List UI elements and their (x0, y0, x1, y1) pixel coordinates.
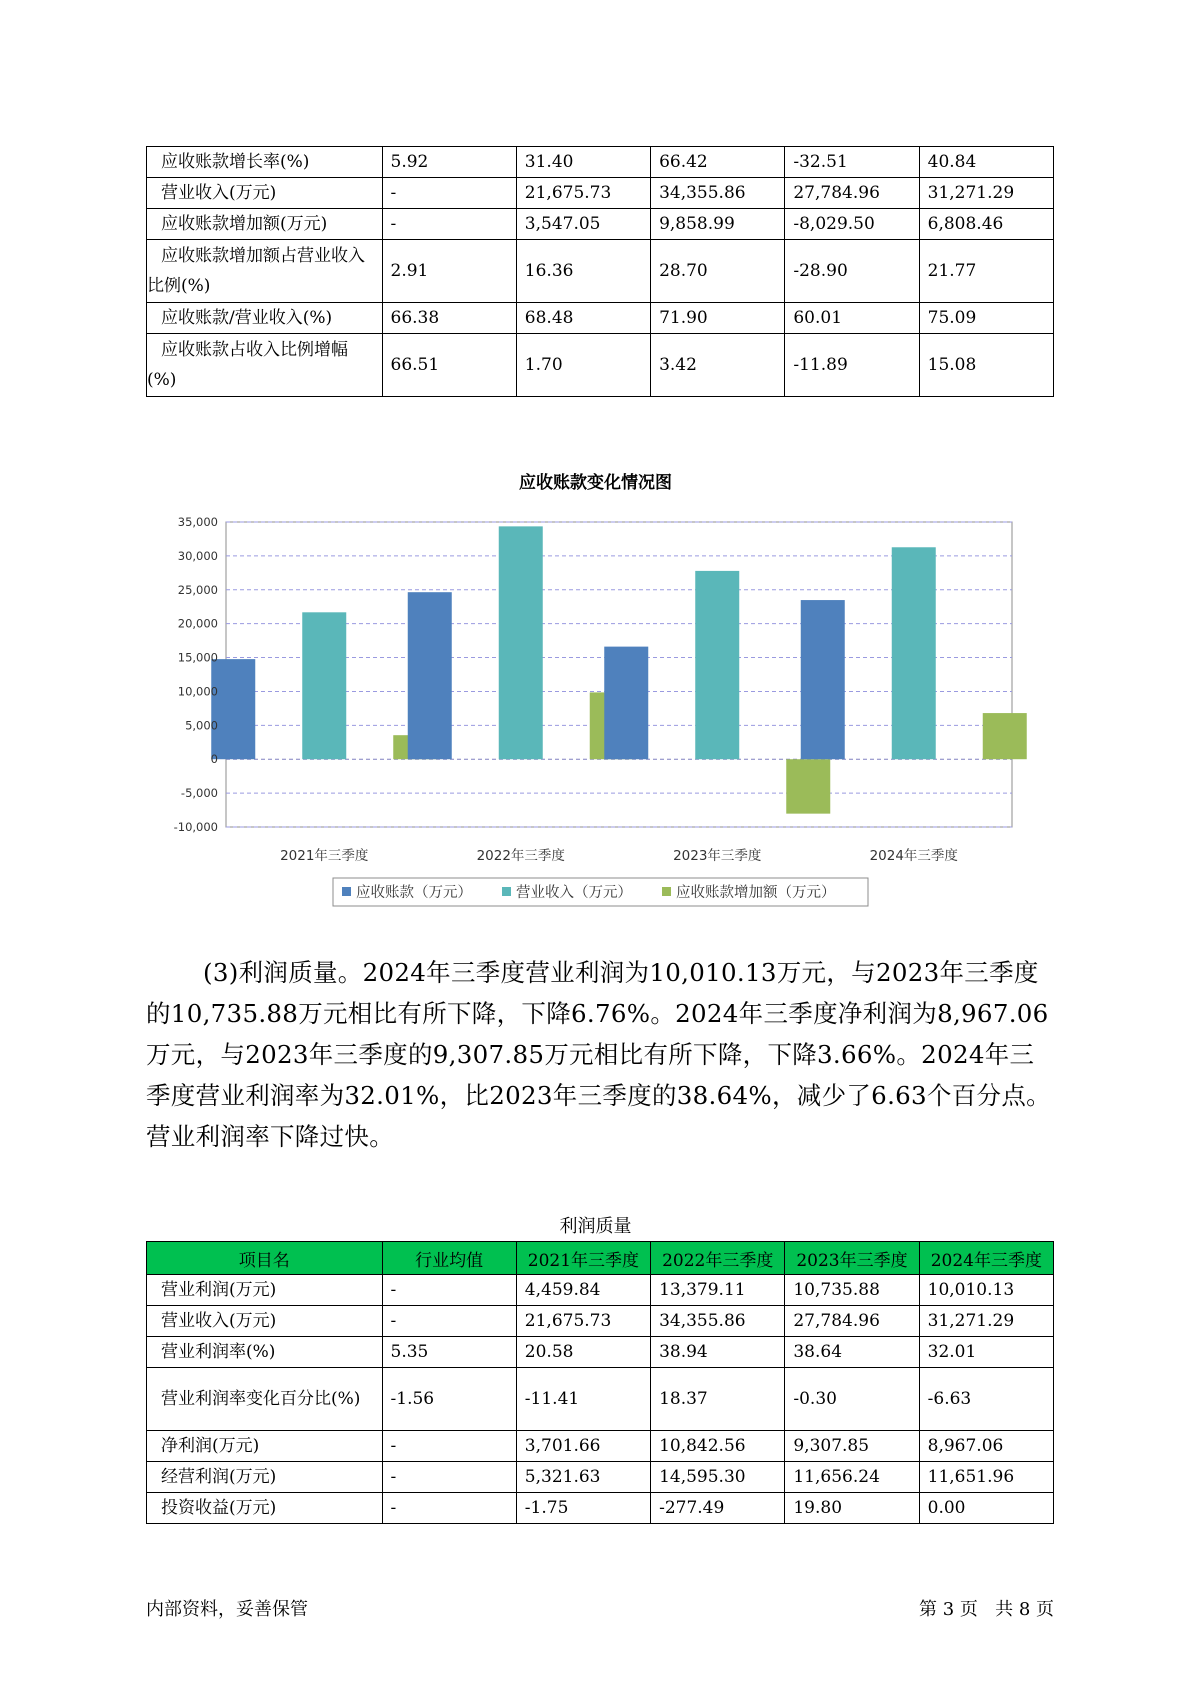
y-tick-label: 30,000 (177, 548, 218, 563)
y-tick-label: -10,000 (173, 820, 218, 834)
table-row (147, 1493, 1054, 1524)
y-tick-label: 10,000 (177, 684, 218, 699)
bar (211, 659, 255, 759)
cell: 5,321.63 (516, 1462, 650, 1493)
cell: 34,355.86 (651, 1306, 785, 1337)
row-label: 应收账款增长率(%) (147, 147, 383, 178)
footer-page-number: 第 3 页 共 8 页 (919, 1599, 1054, 1620)
cell: 21,675.73 (516, 178, 650, 209)
profit-quality-table (146, 1241, 1054, 1524)
cell: 38.64 (785, 1337, 919, 1368)
row-label: 经营利润(万元) (147, 1462, 383, 1493)
legend-label: 应收账款增加额（万元） (676, 885, 836, 901)
row-label: 应收账款增加额(万元) (147, 209, 383, 240)
cell: -1.75 (516, 1493, 650, 1524)
profit-quality-paragraph: (3)利润质量。2024年三季度营业利润为10,010.13万元，与2023年三季度的10,735.88万元相比有所下降，下降6.76%。2024年三季度净利润为8,967.06万元，与2023年三季度的9,307.85万元相比有所下降，下降3.66%。2024年三季度营业利润率为32.01%，比2023年三季度的38.64%，减少了6.63个百分点。营业利润率下降过快。 (146, 958, 1051, 1151)
cell: 13,379.11 (651, 1275, 785, 1306)
cell: -8,029.50 (785, 209, 919, 240)
cell: -28.90 (785, 240, 919, 303)
cell: 8,967.06 (919, 1431, 1053, 1462)
cell: 5.92 (382, 147, 516, 178)
table-header-row (147, 1242, 1054, 1275)
cell: 16.36 (516, 240, 650, 303)
column-header: 行业均值 (382, 1242, 516, 1275)
cell: 75.09 (919, 303, 1053, 334)
bar (801, 600, 845, 759)
cell: 66.38 (382, 303, 516, 334)
table-row (147, 1462, 1054, 1493)
cell: 18.37 (651, 1368, 785, 1431)
cell: - (382, 209, 516, 240)
cell: -11.41 (516, 1368, 650, 1431)
cell: 38.94 (651, 1337, 785, 1368)
cell: 2.91 (382, 240, 516, 303)
cell: 60.01 (785, 303, 919, 334)
row-label: 营业利润率(%) (147, 1337, 383, 1368)
cell: 31,271.29 (919, 178, 1053, 209)
cell: 68.48 (516, 303, 650, 334)
cell: 3,547.05 (516, 209, 650, 240)
cell: 11,656.24 (785, 1462, 919, 1493)
bar (892, 547, 936, 759)
cell: 71.90 (651, 303, 785, 334)
cell: 9,307.85 (785, 1431, 919, 1462)
row-label: 投资收益(万元) (147, 1493, 383, 1524)
cell: - (382, 1493, 516, 1524)
legend-swatch (502, 887, 511, 896)
row-label: 净利润(万元) (147, 1431, 383, 1462)
bar (408, 592, 452, 759)
cell: 40.84 (919, 147, 1053, 178)
footer-confidential-note: 内部资料，妥善保管 (146, 1599, 308, 1620)
bar (786, 759, 830, 813)
cell: 66.42 (651, 147, 785, 178)
cell: - (382, 1275, 516, 1306)
cell: 11,651.96 (919, 1462, 1053, 1493)
bar (983, 713, 1027, 759)
column-header: 2022年三季度 (651, 1242, 785, 1275)
y-tick-label: 20,000 (177, 616, 218, 631)
y-tick-label: 5,000 (185, 718, 218, 733)
cell: - (382, 1306, 516, 1337)
row-label: 营业收入(万元) (147, 1306, 383, 1337)
y-tick-label: 15,000 (177, 650, 218, 665)
table-row (147, 1275, 1054, 1306)
y-tick-label: 0 (210, 752, 218, 767)
cell: 19.80 (785, 1493, 919, 1524)
chart-title: 应收账款变化情况图 (519, 473, 672, 493)
cell: 3,701.66 (516, 1431, 650, 1462)
column-header: 2021年三季度 (516, 1242, 650, 1275)
cell: -277.49 (651, 1493, 785, 1524)
y-tick-label: -5,000 (180, 786, 218, 801)
cell: 27,784.96 (785, 1306, 919, 1337)
cell: 31,271.29 (919, 1306, 1053, 1337)
cell: 34,355.86 (651, 178, 785, 209)
column-header: 2023年三季度 (785, 1242, 919, 1275)
row-label: 营业利润(万元) (147, 1275, 383, 1306)
table-caption: 利润质量 (559, 1216, 632, 1237)
legend-swatch (342, 887, 351, 896)
table-row (147, 1306, 1054, 1337)
cell: -6.63 (919, 1368, 1053, 1431)
cell: 3.42 (651, 334, 785, 397)
cell: 5.35 (382, 1337, 516, 1368)
bar (302, 612, 346, 759)
bar (499, 526, 543, 759)
cell: 10,842.56 (651, 1431, 785, 1462)
bar (604, 647, 648, 760)
cell: 6,808.46 (919, 209, 1053, 240)
cell: 1.70 (516, 334, 650, 397)
table-row (147, 1368, 1054, 1431)
column-header: 2024年三季度 (919, 1242, 1053, 1275)
x-tick-label: 2022年三季度 (476, 848, 565, 864)
cell: 10,735.88 (785, 1275, 919, 1306)
cell: 21,675.73 (516, 1306, 650, 1337)
cell: -32.51 (785, 147, 919, 178)
cell: -11.89 (785, 334, 919, 397)
cell: 10,010.13 (919, 1275, 1053, 1306)
cell: 15.08 (919, 334, 1053, 397)
y-tick-label: 25,000 (177, 582, 218, 597)
cell: 0.00 (919, 1493, 1053, 1524)
y-tick-label: 35,000 (177, 515, 218, 529)
cell: 21.77 (919, 240, 1053, 303)
cell: 28.70 (651, 240, 785, 303)
cell: 14,595.30 (651, 1462, 785, 1493)
table-row (147, 1337, 1054, 1368)
row-label: 应收账款/营业收入(%) (147, 303, 383, 334)
cell: 32.01 (919, 1337, 1053, 1368)
cell: - (382, 178, 516, 209)
legend-label: 应收账款（万元） (356, 885, 472, 901)
legend-swatch (662, 887, 671, 896)
cell: 66.51 (382, 334, 516, 397)
row-label: 营业利润率变化百分比(%) (147, 1368, 383, 1431)
table-row (147, 1431, 1054, 1462)
row-label: 应收账款占收入比例增幅(%) (147, 334, 383, 397)
cell: 4,459.84 (516, 1275, 650, 1306)
bar (695, 571, 739, 759)
cell: 27,784.96 (785, 178, 919, 209)
cell: 9,858.99 (651, 209, 785, 240)
x-tick-label: 2024年三季度 (869, 848, 958, 864)
cell: 20.58 (516, 1337, 650, 1368)
cell: - (382, 1431, 516, 1462)
cell: 31.40 (516, 147, 650, 178)
cell: -1.56 (382, 1368, 516, 1431)
row-label: 应收账款增加额占营业收入比例(%) (147, 240, 383, 303)
cell: -0.30 (785, 1368, 919, 1431)
column-header: 项目名 (147, 1242, 383, 1275)
legend-label: 营业收入（万元） (516, 885, 632, 901)
row-label: 营业收入(万元) (147, 178, 383, 209)
cell: - (382, 1462, 516, 1493)
x-tick-label: 2023年三季度 (673, 848, 762, 864)
x-tick-label: 2021年三季度 (280, 848, 369, 864)
